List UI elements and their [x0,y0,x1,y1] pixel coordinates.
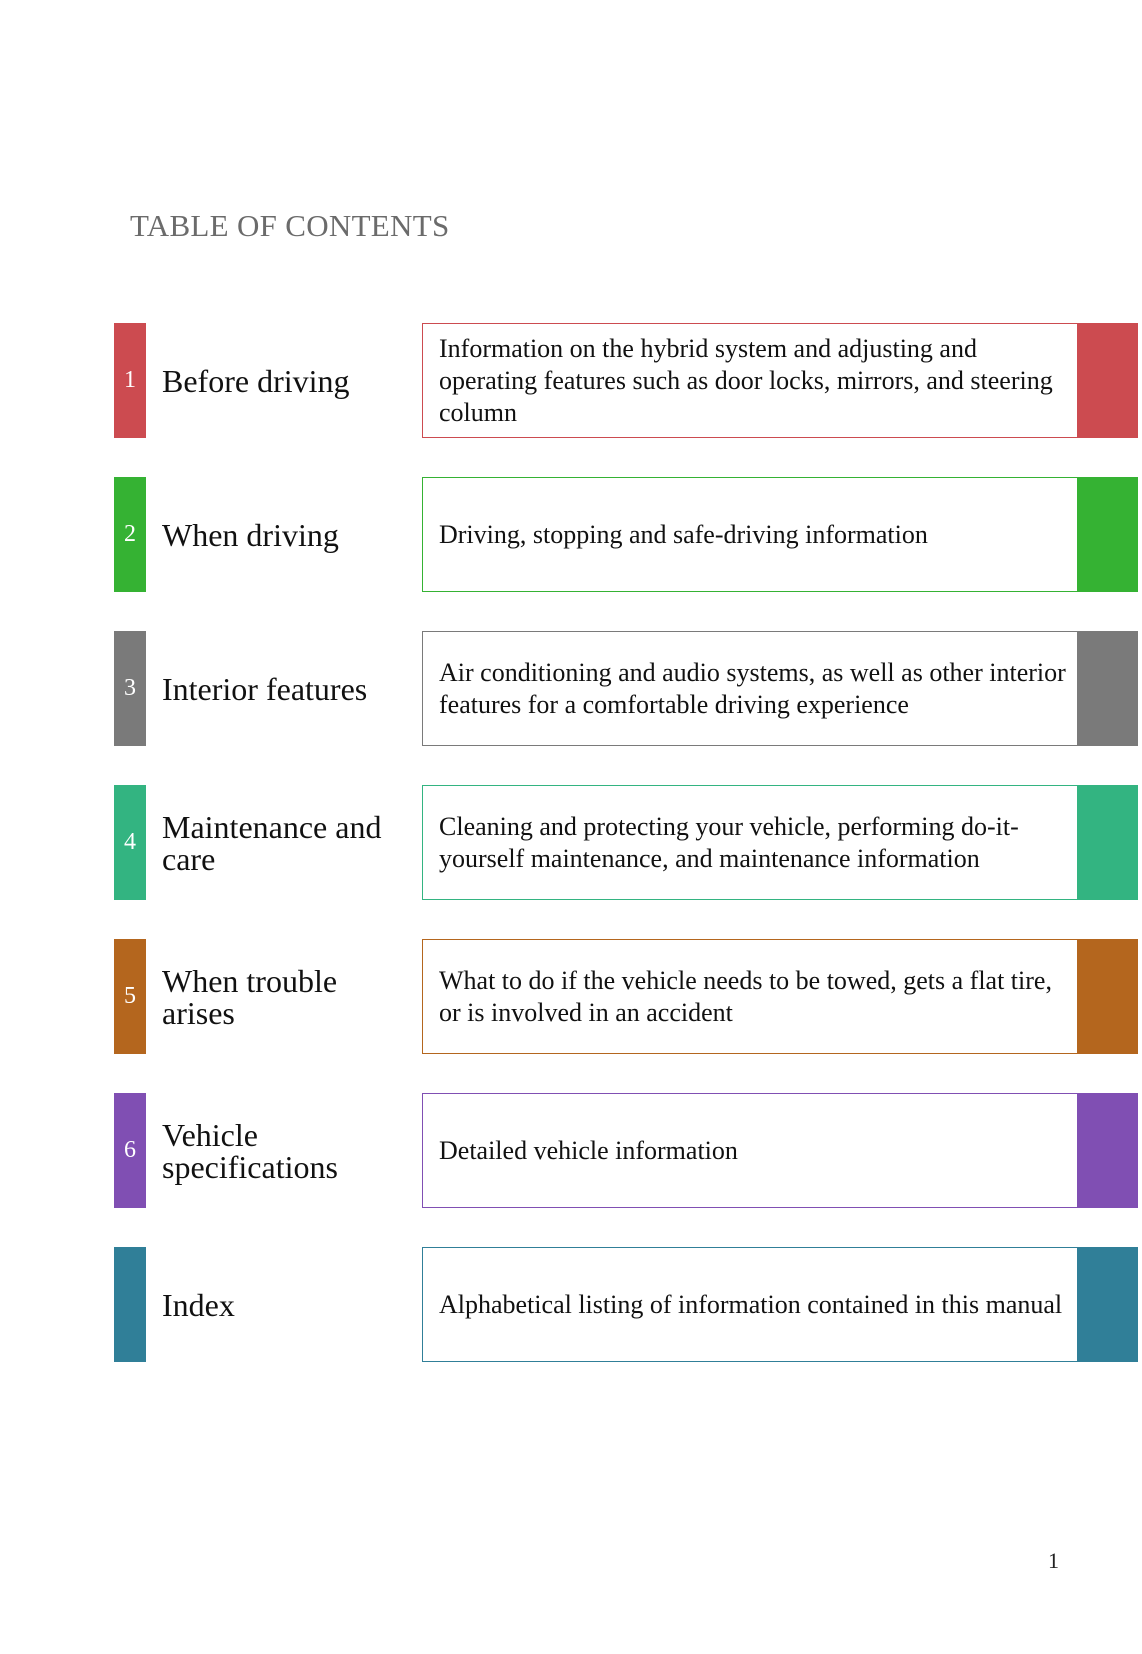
section-edge-tab[interactable] [1077,1093,1138,1208]
section-description: Detailed vehicle information [439,1135,738,1165]
section-description: Cleaning and protecting your vehicle, performing do-it-yourself maintenance, and maintenance information [439,811,1019,873]
section-edge-tab[interactable] [1077,631,1138,746]
section-description-box [422,323,1078,438]
section-number-tab: 2 [114,477,146,592]
toc-row-when-trouble-arises [0,939,1142,1054]
section-edge-tab[interactable] [1077,939,1138,1054]
section-edge-tab[interactable] [1077,785,1138,900]
section-edge-tab[interactable] [1077,477,1138,592]
section-description: Driving, stopping and safe-driving information [439,519,928,549]
section-description: Information on the hybrid system and adjusting and operating features such as door locks, mirrors, and steering column [439,333,1053,427]
section-number-tab: 4 [114,785,146,900]
section-edge-tab[interactable] [1077,323,1138,438]
section-number-tab: 5 [114,939,146,1054]
section-link-when-trouble-arises[interactable]: When trouble arises [162,962,338,1031]
section-link-when-driving[interactable]: When driving [162,516,339,553]
section-number-tab: 1 [114,323,146,438]
section-description-box [422,1093,1078,1208]
toc-row-when-driving [0,477,1142,592]
section-description-box [422,631,1078,746]
section-description-box [422,1247,1078,1362]
toc-row-vehicle-specifications [0,1093,1142,1208]
section-link-index[interactable]: Index [162,1286,235,1323]
page-title: TABLE OF CONTENTS [130,208,450,243]
section-description: What to do if the vehicle needs to be towed, gets a flat tire, or is involved in an accident [439,965,1052,1027]
section-link-maintenance-and-care[interactable]: Maintenance and care [162,808,382,877]
section-link-before-driving[interactable]: Before driving [162,362,350,399]
toc-row-index [0,1247,1142,1362]
section-number-tab [114,1247,146,1362]
section-number-tab: 3 [114,631,146,746]
section-link-interior-features[interactable]: Interior features [162,670,368,707]
section-description: Alphabetical listing of information contained in this manual [439,1289,1063,1319]
section-link-vehicle-specifications[interactable]: Vehicle specifications [162,1116,338,1185]
section-description-box [422,939,1078,1054]
section-description: Air conditioning and audio systems, as well as other interior features for a comfortable driving experience [439,657,1066,719]
page-number: 1 [1048,1548,1059,1573]
toc-row-interior-features [0,631,1142,746]
section-description-box [422,785,1078,900]
section-description-box [422,477,1078,592]
section-number-tab: 6 [114,1093,146,1208]
toc-row-before-driving [0,323,1142,438]
section-edge-tab[interactable] [1077,1247,1138,1362]
toc-row-maintenance-and-care [0,785,1142,900]
